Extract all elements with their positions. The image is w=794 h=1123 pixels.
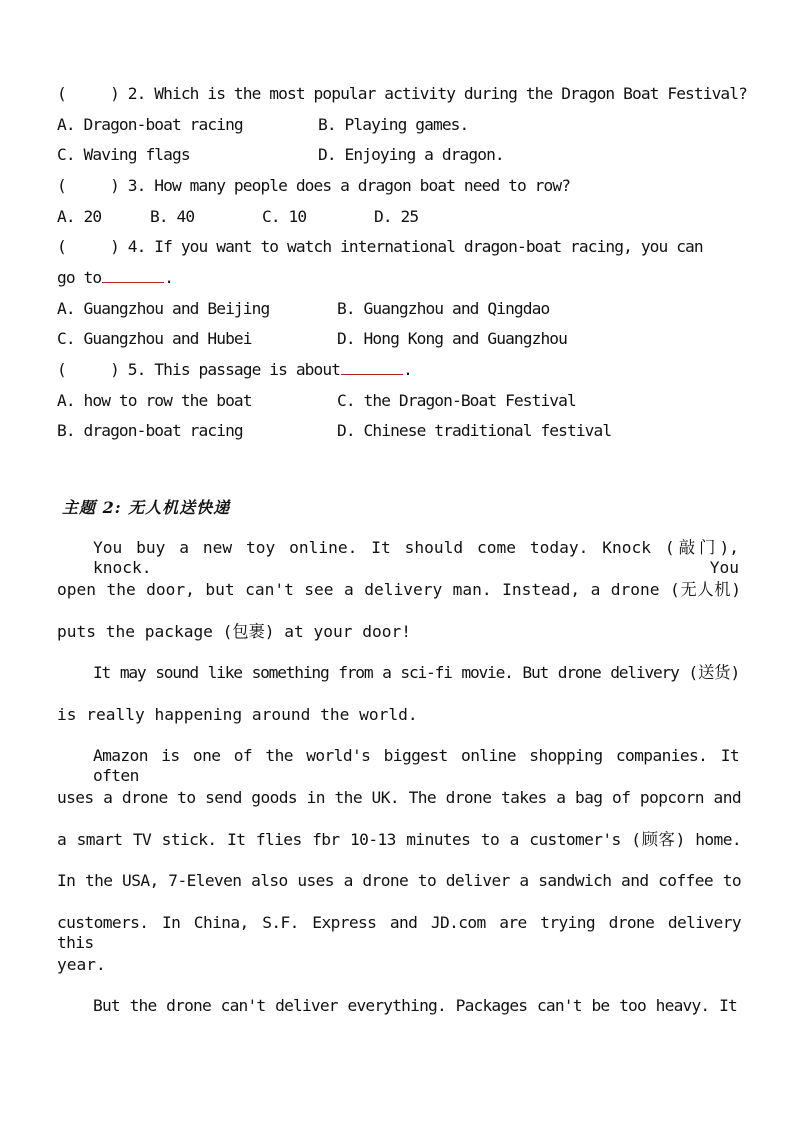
question-5-option-c: C. the Dragon-Boat Festival bbox=[337, 391, 576, 410]
paragraph-line: It may sound like something from a sci-fi movie. But drone delivery (送货) bbox=[93, 663, 739, 682]
question-5-option-b: B. dragon-boat racing bbox=[57, 421, 243, 440]
paragraph-line: a smart TV stick. It flies fbr 10-13 minutes to a customer's (顾客) home. bbox=[57, 830, 741, 849]
question-3-prompt: ( ) 3. How many people does a dragon boat need to row? bbox=[57, 176, 571, 195]
question-4-option-d: D. Hong Kong and Guangzhou bbox=[337, 329, 567, 348]
question-5-option-a: A. how to row the boat bbox=[57, 391, 252, 410]
question-4-prompt-end: . bbox=[164, 268, 174, 287]
question-5-option-d: D. Chinese traditional festival bbox=[337, 421, 612, 440]
topic-heading: 主题 2: 无人机送快递 bbox=[62, 498, 231, 517]
question-4-option-c: C. Guangzhou and Hubei bbox=[57, 329, 252, 348]
paragraph-line: uses a drone to send goods in the UK. The drone takes a bag of popcorn and bbox=[57, 788, 741, 807]
question-4-option-a: A. Guangzhou and Beijing bbox=[57, 299, 270, 318]
paragraph-line: customers. In China, S.F. Express and JD.com are trying drone delivery this bbox=[57, 913, 741, 952]
question-5-prompt-text: ( ) 5. This passage is about bbox=[57, 360, 341, 379]
paragraph-line: Amazon is one of the world's biggest online shopping companies. It often bbox=[93, 746, 739, 785]
answer-blank bbox=[341, 360, 403, 375]
paragraph-line: open the door, but can't see a delivery man. Instead, a drone (无人机) bbox=[57, 580, 741, 599]
question-4-prompt-line2 bbox=[57, 268, 747, 288]
question-3-option-d: D. 25 bbox=[374, 207, 419, 226]
question-4-prompt-line1: ( ) 4. If you want to watch international dragon-boat racing, you can bbox=[57, 237, 703, 256]
question-2-option-d: D. Enjoying a dragon. bbox=[318, 145, 504, 164]
paragraph-line: You buy a new toy online. It should come today. Knock (敲门), knock. You bbox=[93, 538, 739, 577]
question-3-option-b: B. 40 bbox=[150, 207, 195, 226]
question-2-option-c: C. Waving flags bbox=[57, 145, 190, 164]
question-3-option-a: A. 20 bbox=[57, 207, 102, 226]
paragraph-line: In the USA, 7-Eleven also uses a drone to deliver a sandwich and coffee to bbox=[57, 871, 741, 890]
question-3-option-c: C. 10 bbox=[262, 207, 307, 226]
question-5-prompt bbox=[57, 360, 747, 380]
question-4-prompt-text: go to bbox=[57, 268, 102, 287]
question-2-prompt: ( ) 2. Which is the most popular activity during the Dragon Boat Festival? bbox=[57, 84, 747, 103]
paragraph-line: But the drone can't deliver everything. Packages can't be too heavy. It bbox=[93, 996, 737, 1015]
question-2-option-a: A. Dragon-boat racing bbox=[57, 115, 243, 134]
answer-blank bbox=[102, 268, 164, 283]
question-2-option-b: B. Playing games. bbox=[318, 115, 469, 134]
paragraph-line: year. bbox=[57, 955, 106, 974]
paragraph-line: is really happening around the world. bbox=[57, 705, 418, 724]
question-5-prompt-end: . bbox=[403, 360, 412, 379]
question-4-option-b: B. Guangzhou and Qingdao bbox=[337, 299, 550, 318]
paragraph-line: puts the package (包裹) at your door! bbox=[57, 622, 411, 641]
